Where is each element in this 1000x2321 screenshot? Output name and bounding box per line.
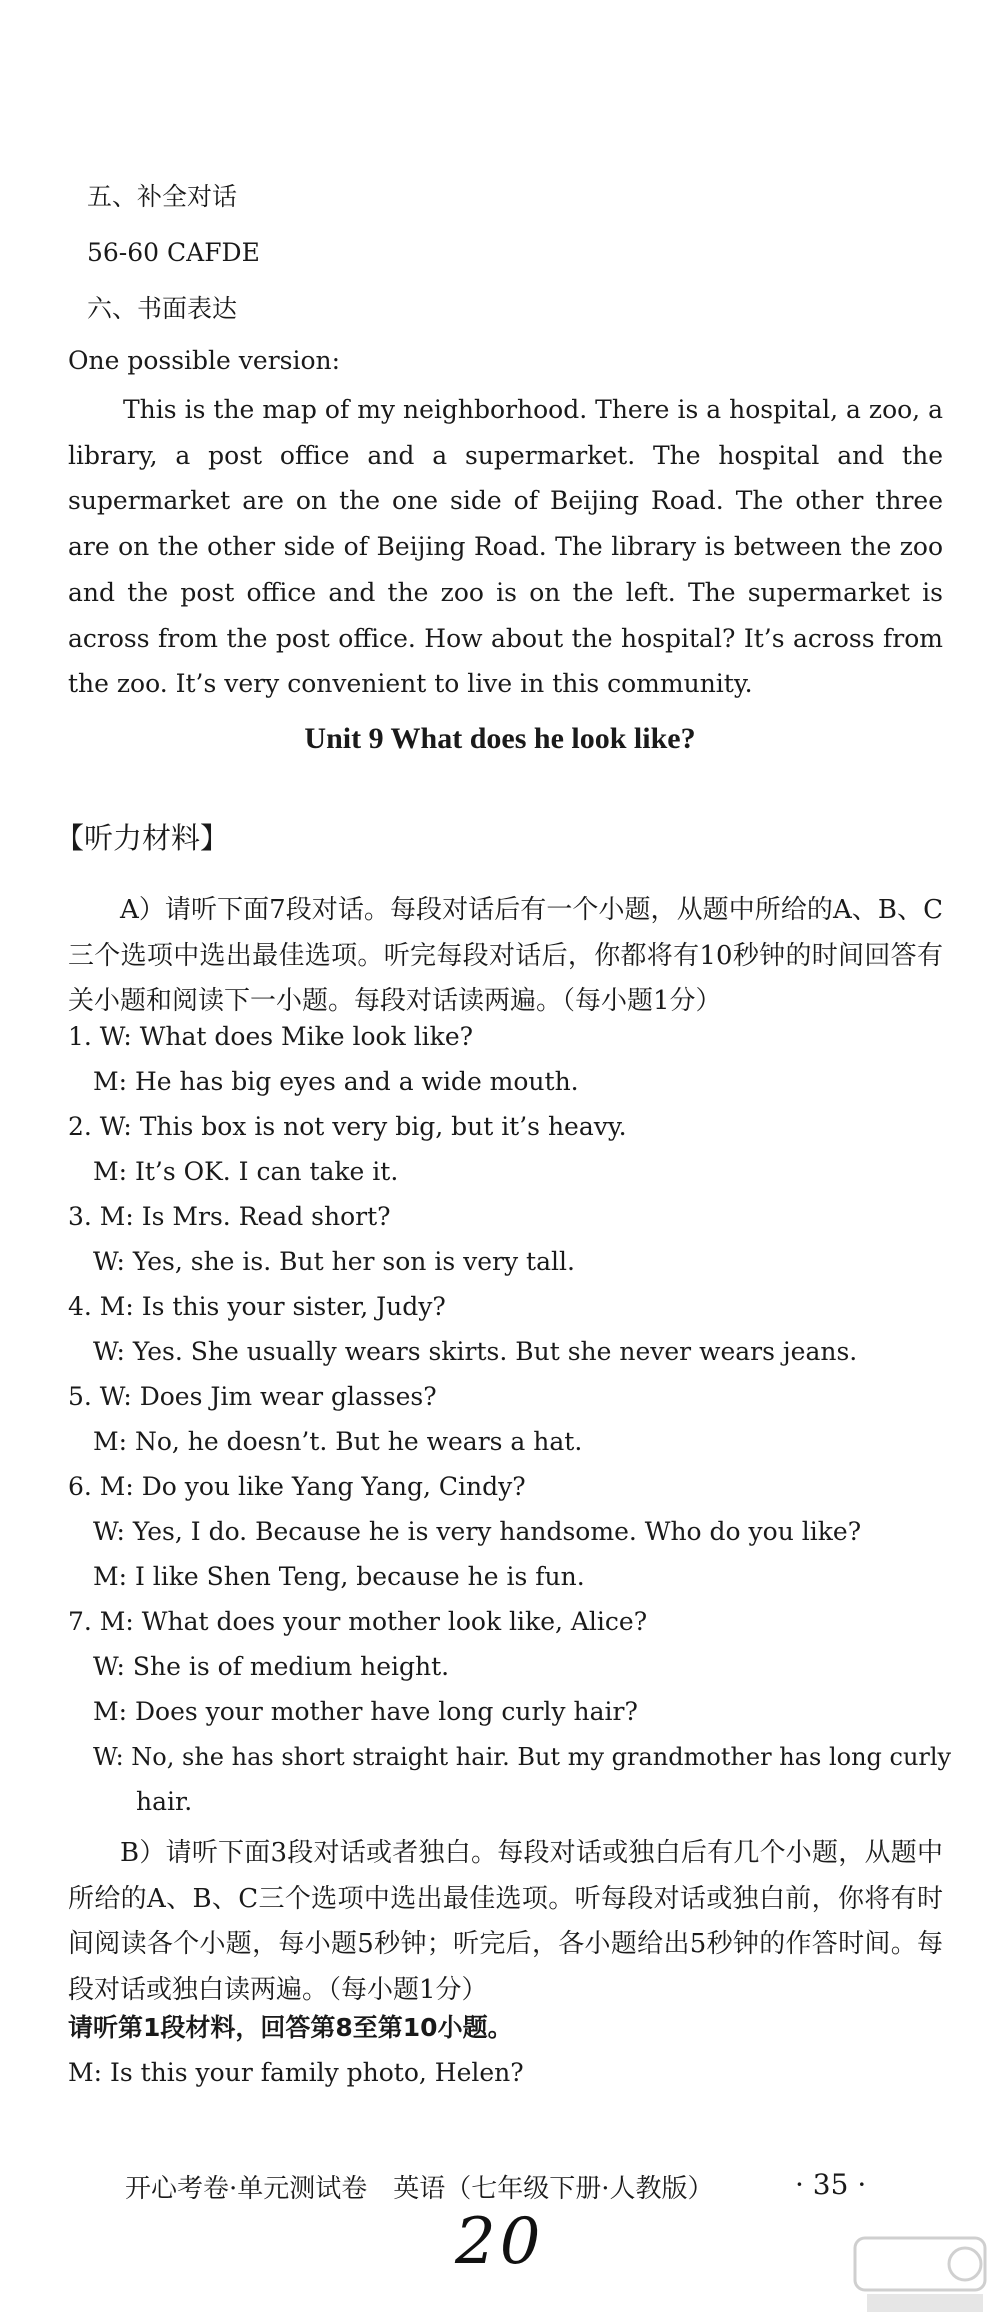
dialogue-line: M: It’s OK. I can take it.	[93, 1157, 399, 1186]
listening-heading: 【听力材料】	[55, 821, 230, 855]
part-b-text: B）请听下面3段对话或者独白。每段对话或独白后有几个小题，从题中所给的A、B、C三个选项中选出最佳选项。听每段对话或独白前，你将有时间阅读各个小题，每小题5秒钟；听完后，各小题给出5秒钟的作答时间。每段对话或独白读两遍。（每小题1分）	[68, 1838, 943, 2005]
watermark-logo	[845, 2230, 995, 2320]
dialogue-line: 6. M: Do you like Yang Yang, Cindy?	[68, 1472, 526, 1501]
dialogue-line: 7. M: What does your mother look like, Alice?	[68, 1607, 648, 1636]
dialogue-line: W: No, she has short straight hair. But my grandmother has long curly	[93, 1743, 952, 1771]
dialogue-line: M: I like Shen Teng, because he is fun.	[93, 1562, 585, 1591]
section5-title: 五、补全对话	[87, 182, 238, 211]
dialogue-line: M: He has big eyes and a wide mouth.	[93, 1067, 579, 1096]
footer-title: 开心考卷·单元测试卷 英语（七年级下册·人教版）	[125, 2174, 714, 2204]
handwritten-number: 20	[455, 2205, 545, 2279]
essay-text: This is the map of my neighborhood. There is a hospital, a zoo, a library, a post office and a supermarket. The hospital and the supermarket are on the one side of Beijing Road. The other three are on the other side of Beijing Road. The library is between the zoo and the post office and the zoo is on the left. The supermarket is across from the post office. How about the hospital? It’s across from the zoo. It’s very convenient to live in this community.	[68, 395, 943, 699]
dialogue-line: 4. M: Is this your sister, Judy?	[68, 1292, 446, 1321]
dialogue-line: M: Does your mother have long curly hair?	[93, 1697, 638, 1726]
part-b-instructions	[68, 1831, 943, 2013]
dialogue-line: W: She is of medium height.	[93, 1652, 450, 1681]
essay-block	[68, 387, 943, 707]
dialogue-line: W: Yes, she is. But her son is very tall.	[93, 1247, 575, 1276]
material-instruction: 请听第1段材料，回答第8至第10小题。	[68, 2013, 513, 2042]
dialogue-line: W: Yes. She usually wears skirts. But she never wears jeans.	[93, 1337, 858, 1366]
dialogue-line: 1. W: What does Mike look like?	[68, 1022, 474, 1051]
dialogue-line: M: No, he doesn’t. But he wears a hat.	[93, 1427, 583, 1456]
section6-title: 六、书面表达	[87, 294, 238, 323]
dialogue-line: 3. M: Is Mrs. Read short?	[68, 1202, 391, 1231]
page-number: · 35 ·	[795, 2168, 867, 2201]
dialogue-line: hair.	[136, 1787, 193, 1816]
dialogue-line: W: Yes, I do. Because he is very handsome. Who do you like?	[93, 1517, 862, 1546]
part-a-text: A）请听下面7段对话。每段对话后有一个小题，从题中所给的A、B、C三个选项中选出最佳选项。听完每段对话后，你都将有10秒钟的时间回答有关小题和阅读下一小题。每段对话读两遍。（每小题1分）	[68, 895, 943, 1016]
section5-answer: 56-60 CAFDE	[87, 238, 260, 267]
dialogue-line: 5. W: Does Jim wear glasses?	[68, 1382, 437, 1411]
unit-title: Unit 9 What does he look like?	[304, 722, 696, 755]
dialogue-line: 2. W: This box is not very big, but it’s heavy.	[68, 1112, 627, 1141]
part-a-instructions	[68, 888, 943, 1025]
dialogue-line: M: Is this your family photo, Helen?	[68, 2058, 524, 2087]
version-label: One possible version:	[68, 346, 341, 375]
